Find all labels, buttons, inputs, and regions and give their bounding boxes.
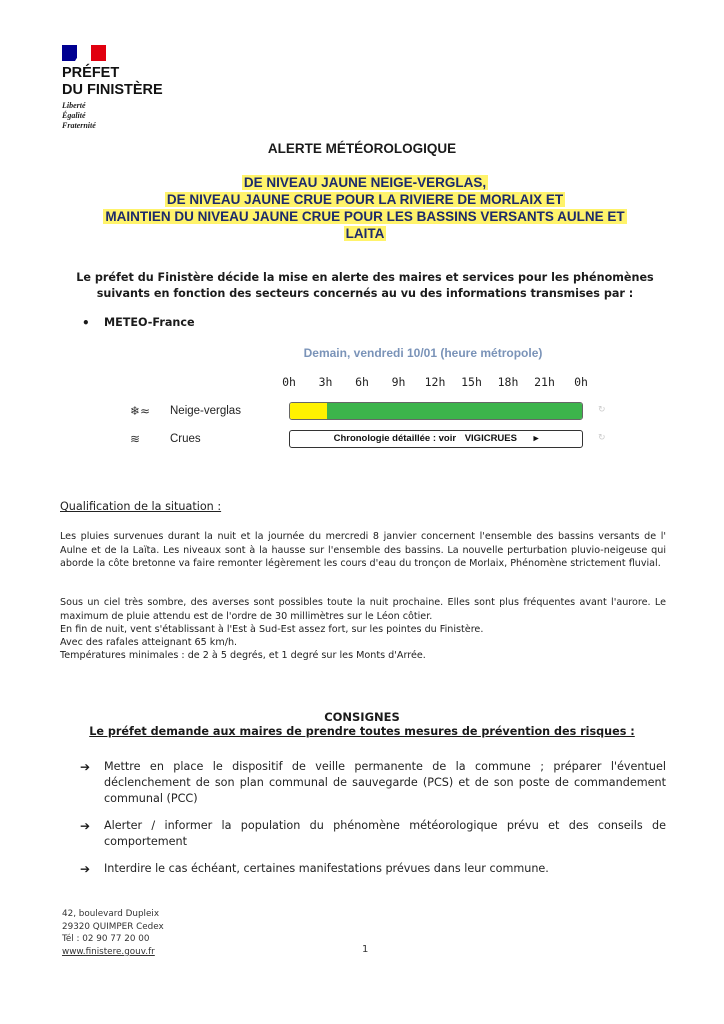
highlight-line-2: DE NIVEAU JAUNE CRUE POUR LA RIVIERE DE MORLAIX ET (166, 192, 564, 207)
qualification-title: Qualification de la situation : (60, 500, 222, 513)
consignes-title: CONSIGNES (324, 710, 400, 724)
hour-tick-label: 3h (318, 375, 333, 389)
website-link[interactable]: www.finistere.gouv.fr (62, 946, 155, 957)
vigicrues-link-button[interactable] (289, 430, 583, 448)
prefet-logo-text (62, 65, 163, 99)
alert-level-heading (60, 174, 670, 242)
arrow-right-icon: ➔ (80, 819, 91, 833)
hour-tick-label: 0h (574, 375, 588, 389)
bullet-icon: • (82, 316, 90, 330)
paragraph-5: Températures minimales : de 2 à 5 degrés, et 1 degré sur les Monts d'Arrée. (60, 650, 426, 661)
devise-fraternite: Fraternité (62, 121, 96, 130)
row-label-crues: Crues (170, 433, 201, 445)
vigilance-segment (290, 403, 327, 419)
prefet-line1: PRÉFET (62, 65, 120, 81)
refresh-icon: ↻ (598, 433, 606, 443)
arrow-right-icon: ➔ (80, 862, 91, 876)
waves-icon: ≋ (130, 432, 141, 446)
row-label-neige: Neige-verglas (170, 405, 241, 417)
footer-address (62, 908, 164, 958)
prefet-line2: DU FINISTÈRE (62, 82, 163, 98)
hour-tick-label: 12h (424, 375, 446, 389)
play-arrow-icon: ▸ (533, 433, 539, 444)
highlight-line-1: DE NIVEAU JAUNE NEIGE-VERGLAS, (243, 175, 487, 190)
paragraph-2: Sous un ciel très sombre, des averses sont possibles toute la nuit prochaine. Elles sont plus fréquentes avant l'aurore. Le maximum de pluie attendu est de l'ordre de 30 millimètres sur le Léon côtier. (60, 597, 666, 622)
hour-tick-label: 6h (355, 375, 369, 389)
devise-liberte: Liberté (62, 101, 86, 110)
address-line-1: 42, boulevard Dupleix (62, 909, 160, 919)
highlight-line-4: LAITA (345, 226, 385, 241)
vigilance-segment (327, 403, 583, 419)
refresh-icon: ↻ (598, 405, 606, 415)
paragraph-4: Avec des rafales atteignant 65 km/h. (60, 637, 238, 648)
hour-tick-label: 18h (497, 375, 519, 389)
intro-text: Le préfet du Finistère décide la mise en alerte des maires et services pour les phénomènes suivants en fonction des secteurs concernés au vu des informations transmises par : (76, 271, 654, 300)
phone: Tél : 02 90 77 20 00 (62, 934, 150, 944)
paragraph-1: Les pluies survenues durant la nuit et la journée du mercredi 8 janvier concernent l'ensemble des bassins versants de l' Aulne et de la Laïta. Les niveaux sont à la hausse sur l'ensemble des bassins. La nouvelle perturbation pluvio-neigeuse qui aborde la côte bretonne va faire remonter légèrement les cours d'eau du tronçon de Morlaix, Phénomène strictement fluvial. (60, 531, 666, 569)
neige-verglas-bar (289, 402, 583, 420)
consignes-subtitle: Le préfet demande aux maires de prendre toutes mesures de prévention des risques : (89, 725, 635, 738)
document-title: ALERTE MÉTÉOROLOGIQUE (267, 141, 457, 156)
consigne-item-1: Mettre en place le dispositif de veille permanente de la commune ; préparer l'éventuel déclenchement de son plan communal de sauvegarde (PCS) et de son poste de commandement communal (PCC) (104, 760, 666, 805)
page-number: 1 (362, 944, 369, 955)
vigilance-title: Demain, vendredi 10/01 (heure métropole) (303, 346, 543, 360)
highlight-line-3: MAINTIEN DU NIVEAU JAUNE CRUE POUR LES BASSINS VERSANTS AULNE ET (105, 209, 625, 224)
hour-tick-label: 15h (461, 375, 482, 389)
hour-tick-label: 21h (534, 375, 555, 389)
vigicrues-label: VIGICRUES (464, 433, 517, 444)
consigne-item-2: Alerter / informer la population du phénomène météorologique prévu et des conseils de comportement (104, 819, 666, 848)
address-line-2: 29320 QUIMPER Cedex (62, 921, 164, 932)
consigne-item-3: Interdire le cas échéant, certaines manifestations prévues dans leur commune. (104, 862, 549, 875)
devise (62, 101, 96, 131)
paragraph-3: En fin de nuit, vent s'établissant à l'Est à Sud-Est assez fort, sur les pointes du Finistère. (60, 624, 484, 635)
hour-tick-label: 0h (282, 375, 296, 389)
source-bullet: METEO-France (104, 316, 195, 329)
devise-egalite: Égalité (62, 111, 86, 120)
hour-tick-label: 9h (391, 375, 406, 389)
arrow-right-icon: ➔ (80, 760, 91, 774)
snowflake-ice-icon: ❄≈ (130, 404, 151, 418)
crues-text: Chronologie détaillée : voir (333, 433, 457, 444)
marianne-flag-logo (62, 45, 106, 61)
